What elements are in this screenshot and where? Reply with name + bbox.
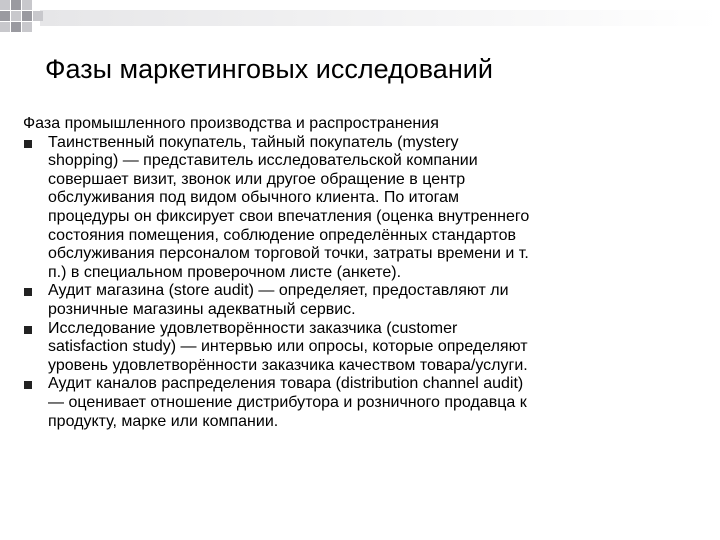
bullet-line: совершает визит, звонок или другое обращение в центр [48, 170, 466, 188]
square-bullet-icon [24, 288, 32, 296]
bullet-list [23, 134, 663, 432]
bullet-item-distribution-audit [23, 375, 663, 431]
bullet-line: Аудит каналов распределения товара (distribution channel audit) [48, 375, 524, 393]
bullet-line: — оценивает отношение дистрибутора и розничного продавца к [48, 393, 527, 411]
section-subheading: Фаза промышленного производства и распространения [23, 115, 439, 132]
bullet-item-customer-satisfaction [23, 320, 663, 376]
slide-title: Фазы маркетинговых исследований [45, 54, 493, 84]
bullet-line: satisfaction study) — интервью или опросы, которые определяют [48, 338, 528, 356]
checker-square [22, 11, 32, 21]
bullet-line: продукту, марке или компании. [48, 412, 279, 430]
checker-square [11, 0, 21, 10]
bullet-line: уровень удовлетворённости заказчика качеством товара/услуги. [48, 356, 528, 374]
checker-square [0, 22, 10, 32]
bullet-item-store-audit [23, 282, 663, 319]
bullet-line: обслуживания под видом обычного клиента. По итогам [48, 189, 460, 207]
checker-square [0, 11, 10, 21]
bullet-item-mystery-shopping [23, 134, 663, 283]
checkered-header-decoration [0, 0, 720, 40]
checker-square [11, 11, 21, 21]
bullet-line: розничные магазины адекватный сервис. [48, 300, 356, 318]
bullet-line: Аудит магазина (store audit) — определяет, предоставляют ли [48, 282, 509, 300]
checker-square [11, 22, 21, 32]
bullet-line: процедуры он фиксирует свои впечатления (оценка внутреннего [48, 207, 530, 225]
square-bullet-icon [24, 140, 32, 148]
bullet-line: Исследование удовлетворённости заказчика (customer [48, 319, 458, 337]
checker-square [33, 11, 43, 21]
header-fade-band [40, 10, 720, 26]
square-bullet-icon [24, 326, 32, 334]
checker-square [22, 22, 32, 32]
bullet-line: состояния помещения, соблюдение определённых стандартов [48, 226, 516, 244]
bullet-line: п.) в специальном проверочном листе (анкете). [48, 263, 402, 281]
checker-square [0, 0, 10, 10]
bullet-line: Таинственный покупатель, тайный покупатель (mystery [48, 133, 459, 151]
bullet-line: обслуживания персоналом торговой точки, затраты времени и т. [48, 245, 529, 263]
bullet-line: shopping) — представитель исследовательской компании [48, 152, 478, 170]
square-bullet-icon [24, 381, 32, 389]
checker-square [22, 0, 32, 10]
slide-body [23, 115, 663, 431]
